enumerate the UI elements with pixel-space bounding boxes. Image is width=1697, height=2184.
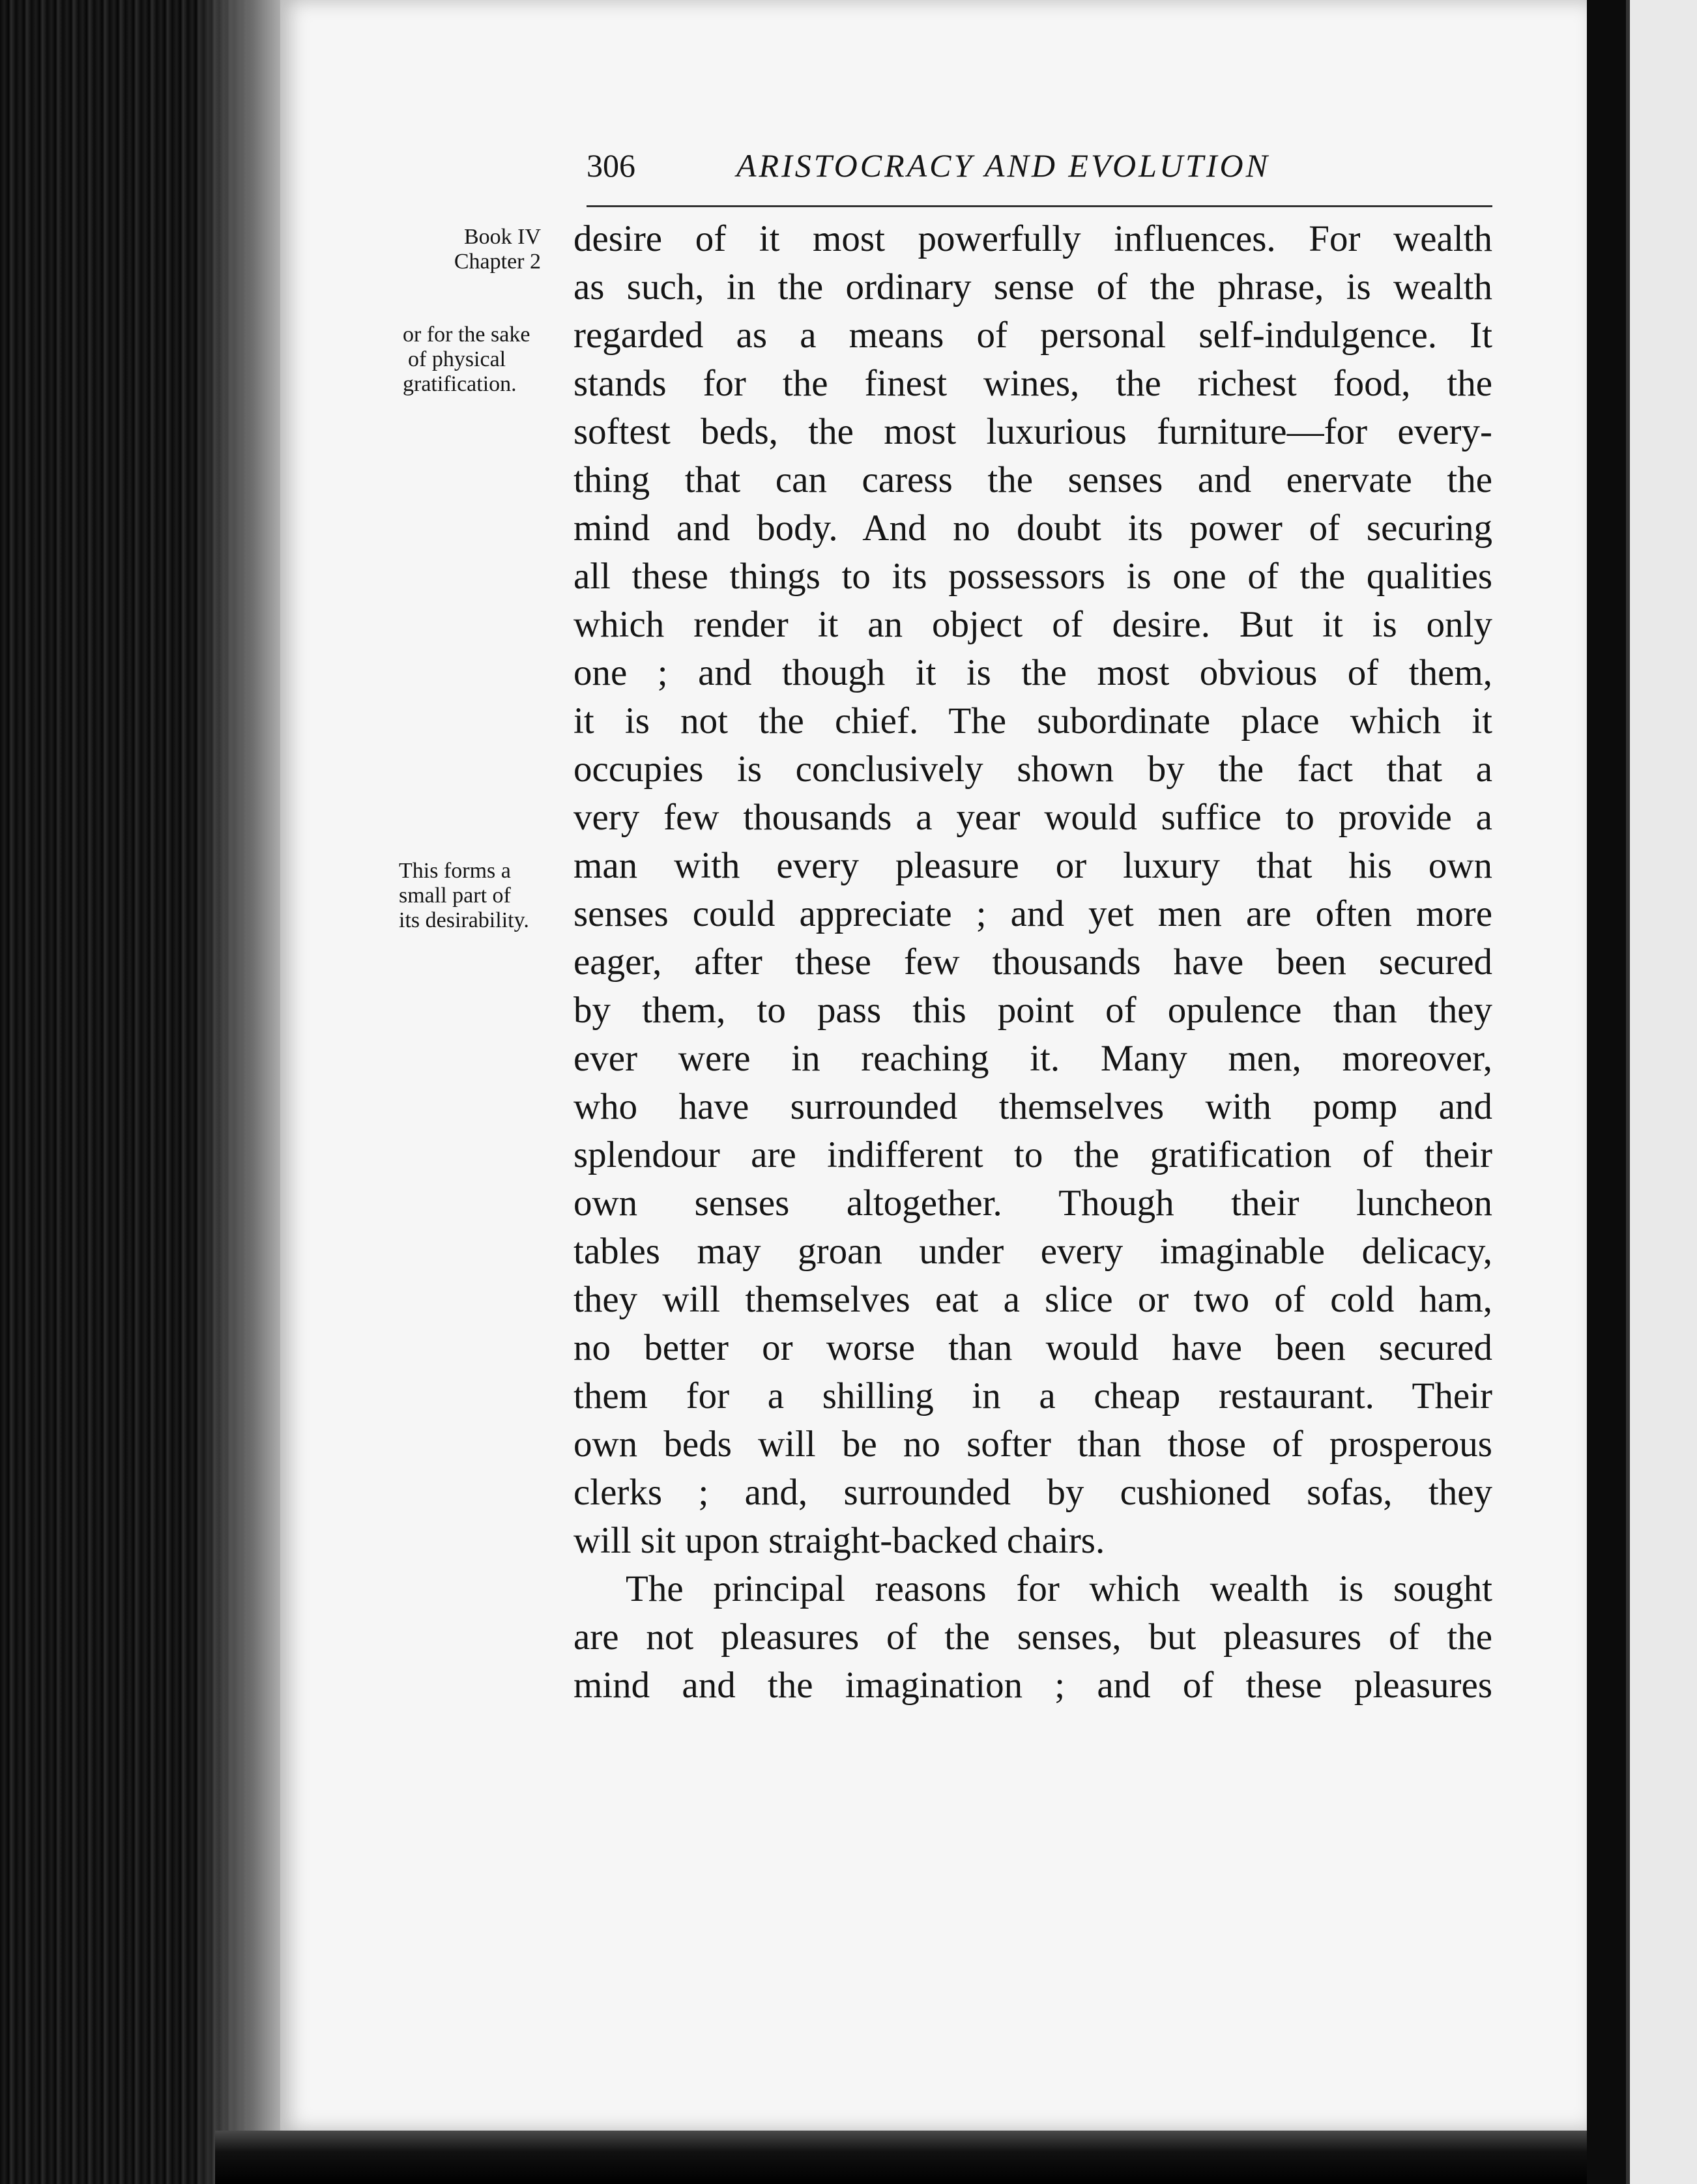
text-line: as such, in the ordinary sense of the phrase, is wealth bbox=[573, 266, 1492, 308]
text-line: it is not the chief. The subordinate place which it bbox=[573, 700, 1492, 741]
margin-note-physical-gratification bbox=[403, 323, 567, 397]
text-line: one ; and though it is the most obvious of them, bbox=[573, 652, 1492, 693]
book-edge-left bbox=[0, 0, 300, 2184]
text-line: will sit upon straight-backed chairs. bbox=[573, 1520, 1105, 1561]
text-line: The principal reasons for which wealth is sought bbox=[626, 1568, 1492, 1609]
text-line: all these things to its possessors is one of the qualities bbox=[573, 556, 1492, 597]
text-line: mind and body. And no doubt its power of securing bbox=[573, 508, 1492, 549]
margin-note-desirability bbox=[399, 859, 563, 933]
margin-note-book-chapter bbox=[391, 225, 555, 274]
margin-note-line: Book IV bbox=[463, 225, 541, 249]
book-edge-bottom bbox=[215, 2131, 1587, 2184]
margin-note-line: Chapter 2 bbox=[454, 250, 541, 274]
margin-note-line: of physical bbox=[408, 347, 506, 371]
text-line: very few thousands a year would suffice to provide a bbox=[573, 797, 1492, 838]
margin-note-line: small part of bbox=[399, 884, 511, 908]
text-line: they will themselves eat a slice or two of cold ham, bbox=[573, 1279, 1492, 1320]
text-line: occupies is conclusively shown by the fact that a bbox=[573, 749, 1492, 790]
text-line: which render it an object of desire. But it is only bbox=[573, 604, 1492, 645]
text-line: them for a shilling in a cheap restaurant. Their bbox=[573, 1375, 1492, 1416]
text-line: are not pleasures of the senses, but pleasures of the bbox=[573, 1616, 1492, 1658]
page-number: 306 bbox=[587, 147, 635, 184]
text-line: thing that can caress the senses and enervate the bbox=[573, 459, 1492, 500]
text-line: tables may groan under every imaginable delicacy, bbox=[573, 1231, 1492, 1272]
body-text bbox=[573, 215, 1492, 1710]
text-line: desire of it most powerfully influences. For wealth bbox=[573, 218, 1492, 259]
text-line: own senses altogether. Though their luncheon bbox=[573, 1183, 1492, 1224]
text-line: eager, after these few thousands have been secured bbox=[573, 941, 1492, 983]
text-line: by them, to pass this point of opulence than they bbox=[573, 990, 1492, 1031]
gutter-right bbox=[1587, 0, 1626, 2184]
text-line: splendour are indifferent to the gratification of their bbox=[573, 1134, 1492, 1175]
text-line: ever were in reaching it. Many men, moreover, bbox=[573, 1038, 1492, 1079]
margin-note-line: This forms a bbox=[399, 859, 511, 883]
text-line: senses could appreciate ; and yet men are often more bbox=[573, 893, 1492, 934]
margin-note-line: its desirability. bbox=[399, 908, 529, 932]
next-page-edge bbox=[1626, 0, 1697, 2184]
text-line: mind and the imagination ; and of these pleasures bbox=[573, 1665, 1492, 1706]
margin-note-line: or for the sake bbox=[403, 323, 530, 347]
running-head bbox=[587, 147, 1492, 207]
text-line: man with every pleasure or luxury that his own bbox=[573, 845, 1492, 886]
margin-note-line: gratification. bbox=[403, 372, 517, 396]
text-line: softest beds, the most luxurious furniture—for every- bbox=[573, 411, 1492, 452]
text-line: who have surrounded themselves with pomp and bbox=[573, 1086, 1492, 1127]
text-line: clerks ; and, surrounded by cushioned sofas, they bbox=[573, 1472, 1492, 1513]
text-line: no better or worse than would have been secured bbox=[573, 1327, 1492, 1368]
text-line: stands for the finest wines, the richest food, the bbox=[573, 363, 1492, 404]
text-line: regarded as a means of personal self-indulgence. It bbox=[573, 315, 1492, 356]
text-line: own beds will be no softer than those of prosperous bbox=[573, 1424, 1492, 1465]
running-title: ARISTOCRACY AND EVOLUTION bbox=[736, 147, 1270, 184]
